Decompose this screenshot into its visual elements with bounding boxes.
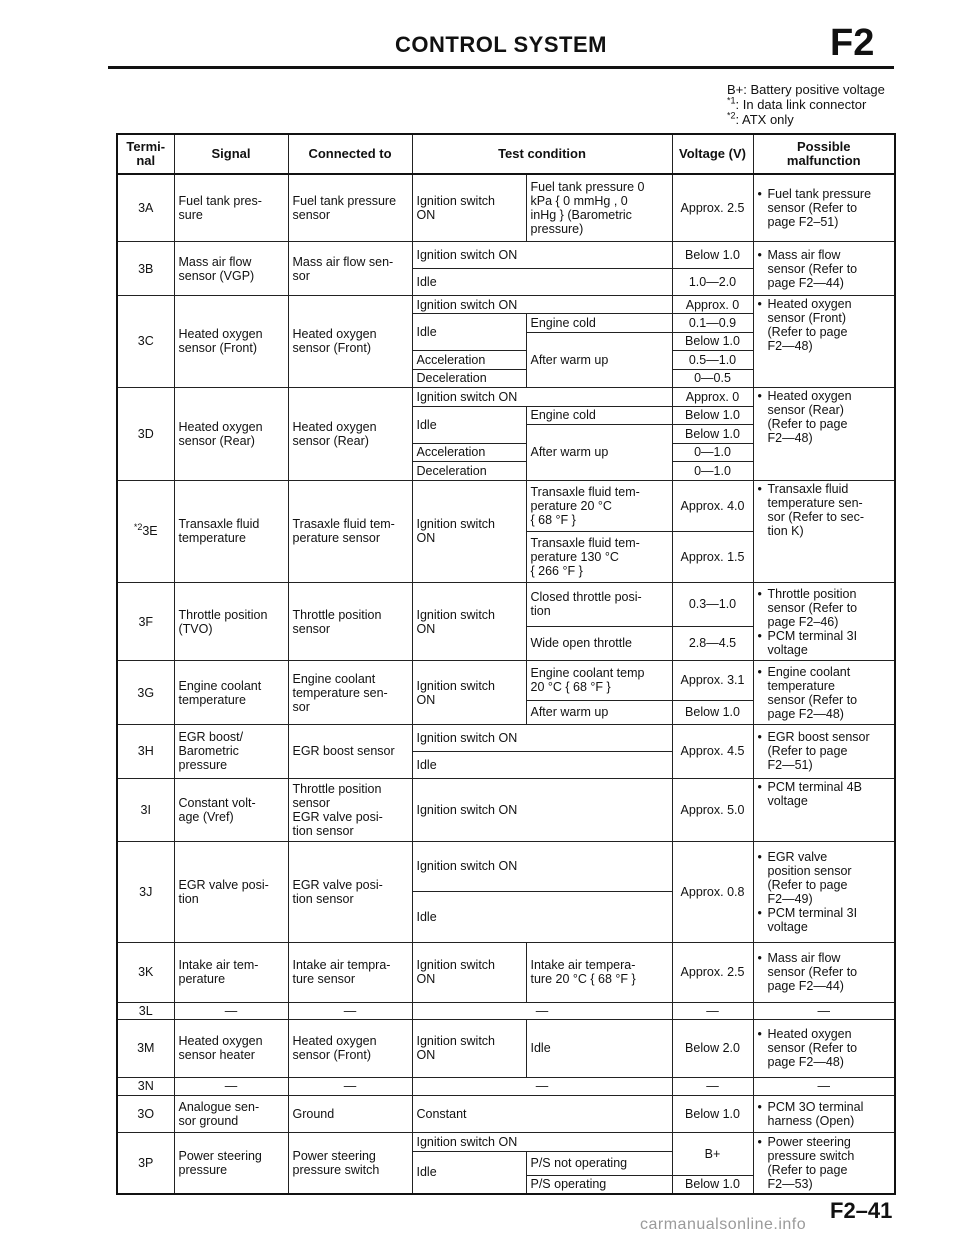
voltage-cell: B+ [672,1133,753,1176]
malfunction-item: • Engine coolant temperature sensor (Refer to page F2—48) [758,665,891,721]
condition-cell: Ignition switch ON [412,388,672,406]
malfunction-item: • Heated oxygen sensor (Refer to page F2—48) [758,1027,891,1069]
terminal-spec-table [116,133,894,1195]
terminal-cell: 3G [117,661,174,725]
voltage-cell: Approx. 2.5 [672,174,753,242]
voltage-cell: Approx. 0 [672,295,753,313]
condition-cell: Idle [412,269,672,296]
connected-cell: EGR valve posi- tion sensor [288,842,412,943]
malfunction-cell [753,1133,895,1194]
malfunction-cell [753,583,895,661]
terminal-cell: 3B [117,242,174,295]
connected-cell: Engine coolant temperature sen- sor [288,661,412,725]
malfunction-cell: — [753,1002,895,1019]
voltage-cell: — [672,1002,753,1019]
voltage-cell: Below 1.0 [672,700,753,725]
header-signal: Signal [174,134,288,174]
malfunction-item: • EGR boost sensor (Refer to page F2—51) [758,730,891,772]
note-mark-1: *1 [727,95,736,106]
malfunction-item: • PCM terminal 3I voltage [758,906,891,934]
table-row [117,480,895,531]
table-row [117,725,895,752]
subcondition-cell: Transaxle fluid tem- perature 20 °C { 68 °F } [526,480,672,531]
malfunction-cell [753,480,895,583]
voltage-cell: Below 1.0 [672,425,753,443]
condition-cell: Deceleration [412,462,526,480]
signal-cell: Heated oxygen sensor (Front) [174,295,288,387]
voltage-cell: 0.5—1.0 [672,351,753,369]
signal-cell: Heated oxygen sensor heater [174,1020,288,1078]
connected-cell: Heated oxygen sensor (Rear) [288,388,412,480]
signal-cell: Analogue sen- sor ground [174,1096,288,1133]
condition-cell: — [412,1002,672,1019]
subcondition-cell: Engine cold [526,406,672,424]
voltage-cell: 0—1.0 [672,462,753,480]
terminal-cell: 3M [117,1020,174,1078]
table-row [117,1133,895,1151]
voltage-cell: Below 1.0 [672,406,753,424]
voltage-cell: Below 1.0 [672,1096,753,1133]
malfunction-item: • Transaxle fluid temperature sen- sor (Refer to sec- tion K) [758,482,891,538]
malfunction-item: • EGR valve position sensor (Refer to page F2—49) [758,850,891,906]
connected-cell: Power steering pressure switch [288,1133,412,1194]
malfunction-item: • Power steering pressure switch (Refer to page F2—53) [758,1135,891,1191]
subcondition-cell: Engine coolant temp 20 °C { 68 °F } [526,661,672,700]
malfunction-cell [753,1096,895,1133]
table-row [117,388,895,406]
signal-cell: Fuel tank pres- sure [174,174,288,242]
condition-cell: Idle [412,891,672,942]
signal-cell: — [174,1077,288,1095]
voltage-cell: 0.1—0.9 [672,314,753,332]
condition-cell: Ignition switch ON [412,778,672,842]
malfunction-cell [753,943,895,1003]
condition-cell: Deceleration [412,369,526,387]
condition-cell: — [412,1077,672,1095]
connected-cell: Ground [288,1096,412,1133]
connected-cell: — [288,1077,412,1095]
malfunction-cell [753,725,895,778]
voltage-cell: 0.3—1.0 [672,583,753,626]
voltage-cell: Approx. 5.0 [672,778,753,842]
legend-notes [727,82,885,127]
malfunction-item: • Heated oxygen sensor (Front) (Refer to page F2—48) [758,297,891,353]
note-mark-2: *2 [727,110,736,121]
subcondition-cell: Fuel tank pressure 0 kPa { 0 mmHg , 0 inHg } (Barometric pressure) [526,174,672,242]
voltage-cell: Approx. 3.1 [672,661,753,700]
connected-cell: EGR boost sensor [288,725,412,778]
subcondition-cell: Closed throttle posi- tion [526,583,672,626]
subcondition-cell: P/S operating [526,1175,672,1194]
header-terminal: Termi- nal [117,134,174,174]
terminal-note-mark: *2 [133,522,143,533]
connected-cell: Mass air flow sen- sor [288,242,412,295]
malfunction-item: • Heated oxygen sensor (Rear) (Refer to page F2—48) [758,389,891,445]
condition-cell: Acceleration [412,443,526,461]
terminal-cell: 3I [117,778,174,842]
malfunction-item: • Mass air flow sensor (Refer to page F2—44) [758,248,891,290]
header-test-condition: Test condition [412,134,672,174]
terminal-cell: 3J [117,842,174,943]
malfunction-cell [753,242,895,295]
table-row [117,1002,895,1019]
note-data-link [727,97,885,112]
voltage-cell: Approx. 2.5 [672,943,753,1003]
table-row [117,778,895,842]
condition-cell: Idle [412,406,526,443]
terminal-cell: 3L [117,1002,174,1019]
condition-cell: Idle [412,751,672,778]
signal-cell: EGR boost/ Barometric pressure [174,725,288,778]
voltage-cell: Below 1.0 [672,1175,753,1194]
malfunction-item: • PCM 3O terminal harness (Open) [758,1100,891,1128]
malfunction-cell [753,295,895,387]
condition-cell: Idle [412,1151,526,1194]
condition-cell: Ignition switch ON [412,842,672,891]
voltage-cell: Approx. 4.5 [672,725,753,778]
connected-cell: — [288,1002,412,1019]
connected-cell: Trasaxle fluid tem- perature sensor [288,480,412,583]
condition-cell: Ignition switch ON [412,174,526,242]
condition-cell: Ignition switch ON [412,480,526,583]
terminal-cell: 3N [117,1077,174,1095]
table-row [117,661,895,700]
subcondition-cell: P/S not operating [526,1151,672,1175]
subcondition-cell: After warm up [526,332,672,387]
condition-cell: Ignition switch ON [412,943,526,1003]
voltage-cell: Below 2.0 [672,1020,753,1078]
connected-cell: Throttle position sensor EGR valve posi- tion sensor [288,778,412,842]
malfunction-cell [753,661,895,725]
signal-cell: Mass air flow sensor (VGP) [174,242,288,295]
subcondition-cell: Engine cold [526,314,672,332]
terminal-cell: 3D [117,388,174,480]
signal-cell: Transaxle fluid temperature [174,480,288,583]
voltage-cell: — [672,1077,753,1095]
signal-cell: Power steering pressure [174,1133,288,1194]
malfunction-item: • PCM terminal 3I voltage [758,629,891,657]
table-row [117,842,895,891]
malfunction-cell [753,1020,895,1078]
voltage-cell: 2.8—4.5 [672,626,753,661]
voltage-cell: Approx. 4.0 [672,480,753,531]
malfunction-item: • Fuel tank pressure sensor (Refer to page F2–51) [758,187,891,229]
subcondition-cell: Intake air tempera- ture 20 °C { 68 °F } [526,943,672,1003]
subcondition-cell: Idle [526,1020,672,1078]
voltage-cell: Below 1.0 [672,242,753,269]
signal-cell: EGR valve posi- tion [174,842,288,943]
table-row [117,174,895,242]
terminal-cell: 3F [117,583,174,661]
signal-cell: Intake air tem- perature [174,943,288,1003]
connected-cell: Throttle position sensor [288,583,412,661]
condition-cell: Idle [412,314,526,351]
malfunction-item: • Throttle position sensor (Refer to page F2–46) [758,587,891,629]
voltage-cell: Approx. 0.8 [672,842,753,943]
condition-cell: Ignition switch ON [412,1133,672,1151]
section-label: F2 [830,22,875,64]
condition-cell: Ignition switch ON [412,1020,526,1078]
terminal-cell: 3C [117,295,174,387]
signal-cell: Heated oxygen sensor (Rear) [174,388,288,480]
table-row [117,1020,895,1078]
malfunction-cell [753,174,895,242]
condition-cell: Ignition switch ON [412,295,672,313]
connected-cell: Fuel tank pressure sensor [288,174,412,242]
header-connected-to: Connected to [288,134,412,174]
connected-cell: Heated oxygen sensor (Front) [288,1020,412,1078]
note-text-1: : In data link connector [735,97,867,112]
voltage-cell: 0—1.0 [672,443,753,461]
voltage-cell: 1.0—2.0 [672,269,753,296]
header-rule [108,66,894,69]
terminal-cell: 3A [117,174,174,242]
malfunction-cell [753,842,895,943]
terminal-cell [117,480,174,583]
voltage-cell: Below 1.0 [672,332,753,350]
condition-cell: Acceleration [412,351,526,369]
table-row [117,242,895,269]
voltage-cell: Approx. 0 [672,388,753,406]
table-row [117,295,895,313]
table-row [117,1077,895,1095]
malfunction-cell [753,388,895,480]
terminal-cell: 3K [117,943,174,1003]
header-malfunction: Possible malfunction [753,134,895,174]
malfunction-item: • Mass air flow sensor (Refer to page F2—44) [758,951,891,993]
subcondition-cell: After warm up [526,700,672,725]
signal-cell: Engine coolant temperature [174,661,288,725]
subcondition-cell: Transaxle fluid tem- perature 130 °C { 266 °F } [526,531,672,582]
voltage-cell: Approx. 1.5 [672,531,753,582]
table-row [117,943,895,1003]
condition-cell: Ignition switch ON [412,661,526,725]
condition-cell: Ignition switch ON [412,583,526,661]
table-row [117,583,895,626]
note-atx [727,112,885,127]
subcondition-cell: Wide open throttle [526,626,672,661]
table-row [117,1096,895,1133]
note-text-2: : ATX only [735,112,794,127]
condition-cell: Ignition switch ON [412,242,672,269]
page-title: CONTROL SYSTEM [395,32,607,57]
voltage-cell: 0—0.5 [672,369,753,387]
header-voltage: Voltage (V) [672,134,753,174]
connected-cell: Intake air tempra- ture sensor [288,943,412,1003]
signal-cell: — [174,1002,288,1019]
connected-cell: Heated oxygen sensor (Front) [288,295,412,387]
subcondition-cell: After warm up [526,425,672,480]
note-battery: B+: Battery positive voltage [727,82,885,97]
terminal-cell: 3H [117,725,174,778]
watermark: carmanualsonline.info [640,1216,807,1233]
terminal-label: 3E [142,524,158,539]
malfunction-cell: — [753,1077,895,1095]
malfunction-item: • PCM terminal 4B voltage [758,780,891,808]
malfunction-cell [753,778,895,842]
terminal-cell: 3P [117,1133,174,1194]
condition-cell: Ignition switch ON [412,725,672,752]
terminal-cell: 3O [117,1096,174,1133]
signal-cell: Constant volt- age (Vref) [174,778,288,842]
page-number: F2–41 [830,1198,893,1223]
condition-cell: Constant [412,1096,672,1133]
signal-cell: Throttle position (TVO) [174,583,288,661]
